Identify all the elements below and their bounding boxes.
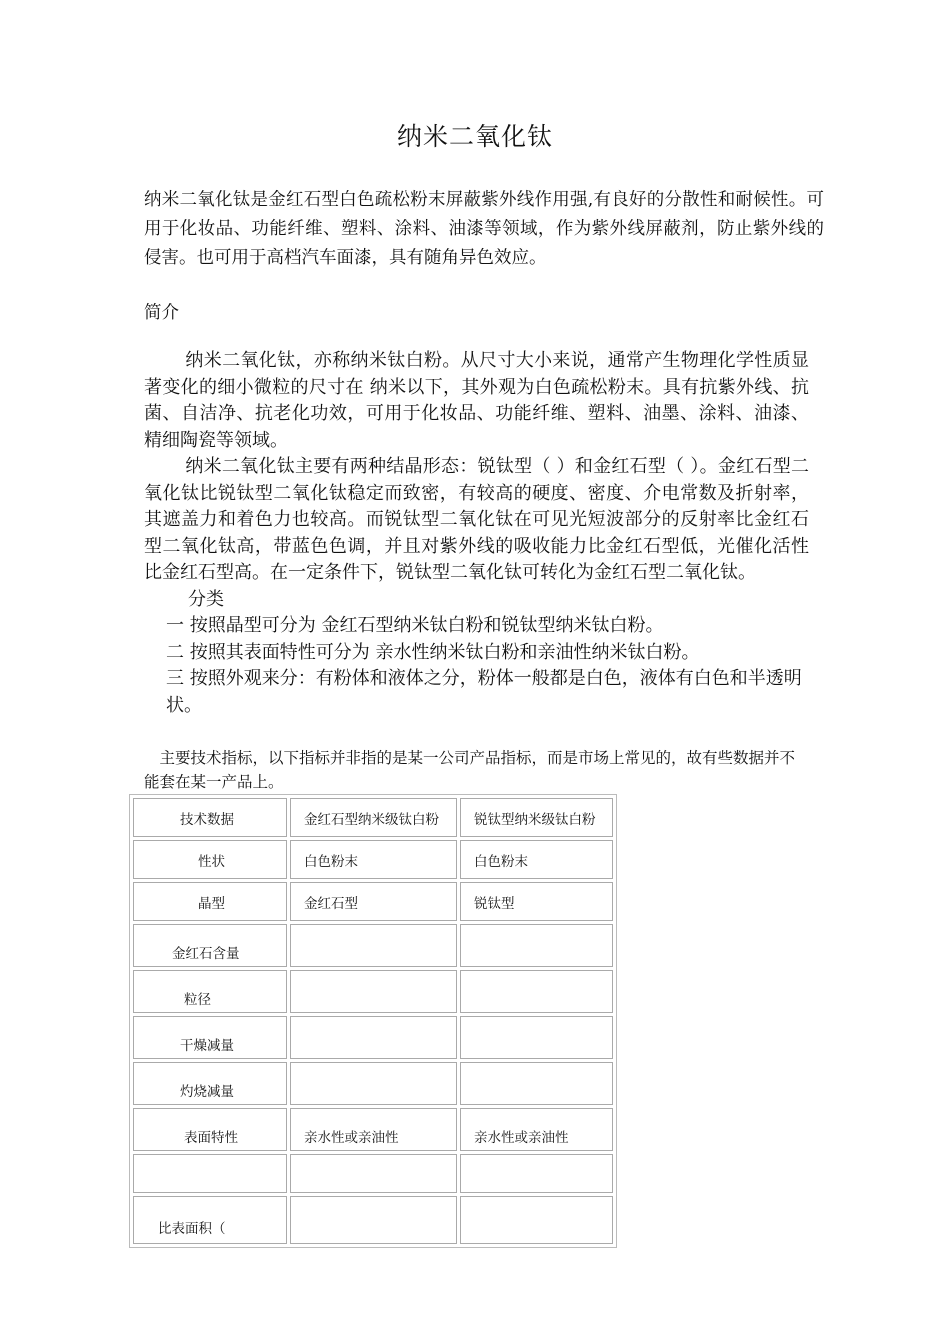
- table-row: [133, 1016, 613, 1059]
- table-cell: 白色粉末: [290, 840, 457, 879]
- intro-section-body: [144, 348, 809, 719]
- table-cell: 亲水性或亲油性: [460, 1108, 613, 1151]
- classification-item: 一 按照晶型可分为 金红石型纳米钛白粉和锐钛型纳米钛白粉。: [166, 615, 664, 636]
- table-cell: [460, 1062, 613, 1105]
- table-cell: [460, 1196, 613, 1244]
- table-cell: [290, 1062, 457, 1105]
- table-cell: [290, 924, 457, 967]
- table-cell: [133, 1154, 287, 1193]
- table-cell: [290, 970, 457, 1013]
- table-cell: 金红石型: [290, 882, 457, 921]
- paragraph-definition: 纳米二氧化钛，亦称纳米钛白粉。从尺寸大小来说，通常产生物理化学性质显著变化的细小微粒的尺寸在 纳米以下，其外观为白色疏松粉末。具有抗紫外线、抗菌、自洁净、抗老化功效，可用于化妆品、功能纤维、塑料、油墨、涂料、油漆、精细陶瓷等领域。: [144, 350, 809, 451]
- classification-item: 三 按照外观来分：有粉体和液体之分，粉体一般都是白色，液体有白色和半透明状。: [166, 668, 802, 716]
- table-cell: 表面特性: [133, 1108, 287, 1151]
- classification-item: 二 按照其表面特性可分为 亲水性纳米钛白粉和亲油性纳米钛白粉。: [166, 641, 700, 663]
- table-row: [133, 1196, 613, 1244]
- intro-paragraph: 纳米二氧化钛是金红石型白色疏松粉末屏蔽紫外线作用强,有良好的分散性和耐候性。可用于化妆品、功能纤维、塑料、涂料、油漆等领域，作为紫外线屏蔽剂，防止紫外线的侵害。也可用于高档汽车面漆，具有随角异色效应。: [144, 190, 824, 268]
- table-cell: [290, 1016, 457, 1059]
- table-row: [133, 840, 613, 879]
- table-cell: 白色粉末: [460, 840, 613, 879]
- table-cell: 锐钛型: [460, 882, 613, 921]
- table-cell: [460, 924, 613, 967]
- table-row: [133, 1108, 613, 1151]
- table-row: [133, 924, 613, 967]
- table-row: [133, 970, 613, 1013]
- table-cell: [460, 1154, 613, 1193]
- table-header-row: [133, 798, 613, 837]
- table-cell: [290, 1154, 457, 1193]
- table-cell: 干燥减量: [133, 1016, 287, 1059]
- paragraph-crystal-forms: 纳米二氧化钛主要有两种结晶形态：锐钛型（ ）和金红石型（ ）。金红石型二氧化钛比锐钛型二氧化钛稳定而致密，有较高的硬度、密度、介电常数及折射率，其遮盖力和着色力也较高。而锐钛型二氧化钛在可见光短波部分的反射率比金红石型二氧化钛高，带蓝色色调，并且对紫外线的吸收能力比金红石型低，光催化活性比金红石型高。在一定条件下，锐钛型二氧化钛可转化为金红石型二氧化钛。: [144, 456, 809, 583]
- table-cell: 粒径: [133, 970, 287, 1013]
- table-row: [133, 882, 613, 921]
- table-cell: 比表面积（: [133, 1196, 287, 1244]
- table-cell: [290, 1196, 457, 1244]
- table-cell: [460, 1016, 613, 1059]
- table-row: [133, 1154, 613, 1193]
- table-cell: 亲水性或亲油性: [290, 1108, 457, 1151]
- spec-table: [129, 794, 617, 1248]
- table-cell: 晶型: [133, 882, 287, 921]
- table-cell: [460, 970, 613, 1013]
- table-header-cell: 锐钛型纳米级钛白粉: [460, 798, 613, 837]
- table-header-cell: 金红石型纳米级钛白粉: [290, 798, 457, 837]
- section-heading-intro: 简介: [144, 303, 179, 323]
- table-cell: 金红石含量: [133, 924, 287, 967]
- table-cell: 灼烧减量: [133, 1062, 287, 1105]
- classification-heading: 分类: [188, 588, 224, 610]
- table-cell: 性状: [133, 840, 287, 879]
- document-title: 纳米二氧化钛: [396, 122, 553, 151]
- table-row: [133, 1062, 613, 1105]
- table-header-cell: 技术数据: [133, 798, 287, 837]
- spec-note: 主要技术指标，以下指标并非指的是某一公司产品指标，而是市场上常见的，故有些数据并不能套在某一产品上。: [144, 749, 796, 791]
